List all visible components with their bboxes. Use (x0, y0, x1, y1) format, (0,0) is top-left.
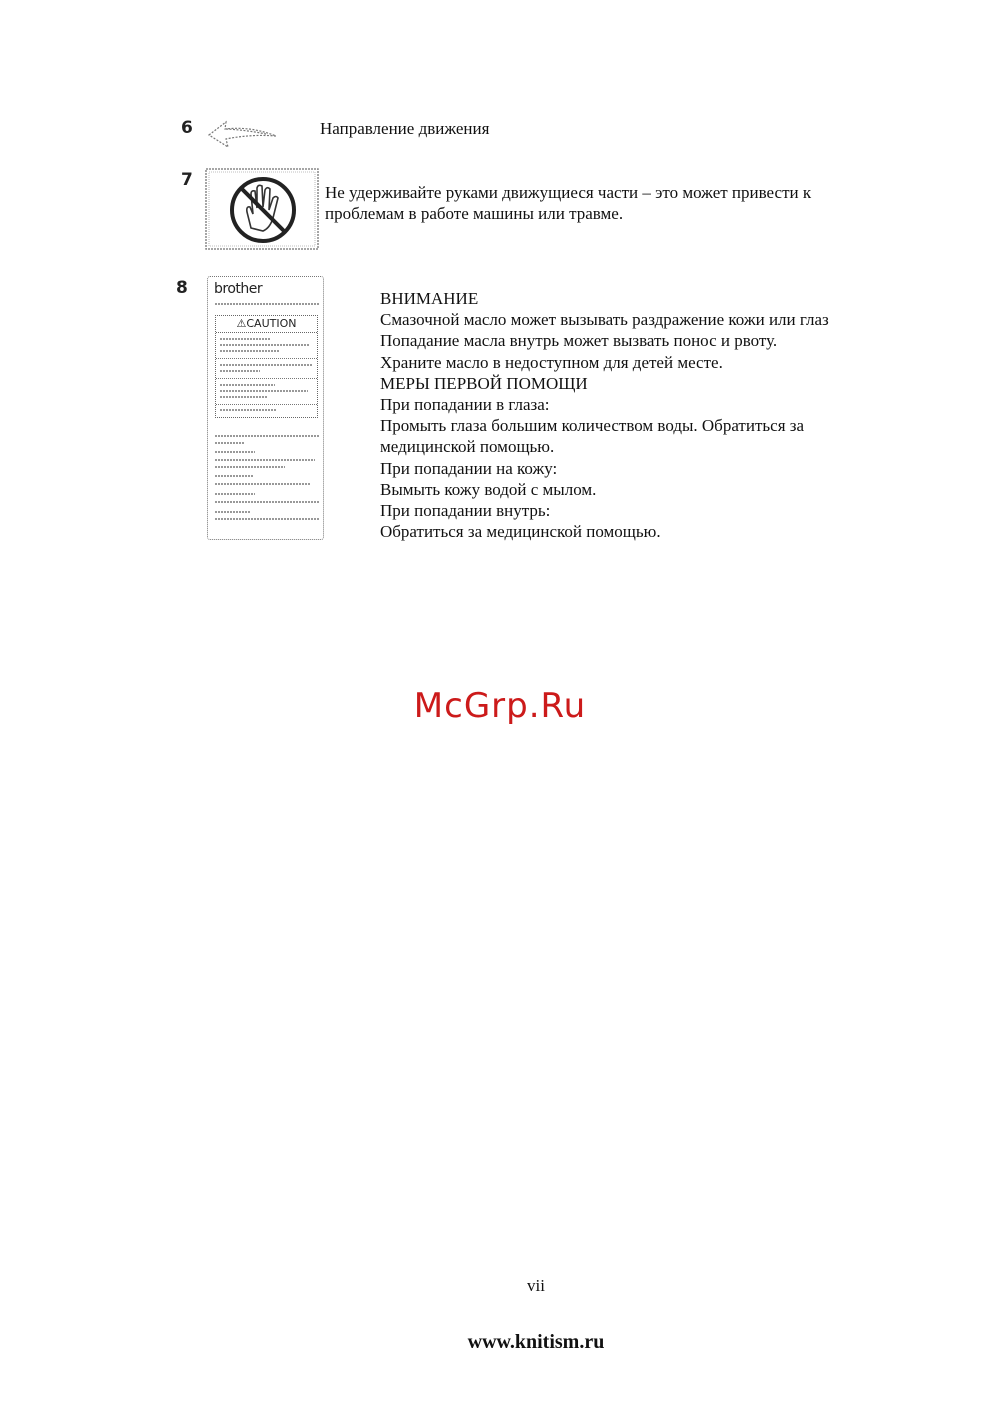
item-8-line: Обратиться за медицинской помощью. (380, 522, 661, 542)
item-7-text (325, 182, 811, 224)
item-8-line: При попадании на кожу: (380, 458, 558, 478)
item-number-6: 6 (181, 118, 193, 138)
item-8-line: При попадании внутрь: (380, 501, 551, 521)
item-8-line: ВНИМАНИЕ (380, 289, 479, 308)
item-8-line: Попадание масла внутрь может вызвать понос и рвоту. (380, 331, 778, 351)
label-caution-box (215, 315, 318, 418)
item-number-8: 8 (176, 278, 188, 298)
item-number-7: 7 (181, 170, 193, 190)
caution-label-image (207, 276, 324, 540)
item-7-line-2: проблемам в работе машины или травме. (325, 204, 624, 223)
item-8-text (380, 288, 829, 542)
no-hand-icon (205, 168, 319, 250)
item-8-line: МЕРЫ ПЕРВОЙ ПОМОЩИ (380, 373, 588, 393)
item-8-line: Смазочной масло может вызывать раздражение кожи или глаз (380, 310, 829, 330)
item-8-line: При попадании в глаза: (380, 395, 550, 415)
item-8-line: медицинской помощью. (380, 437, 555, 457)
label-caution-title: ⚠CAUTION (216, 316, 317, 333)
item-6-text: Направление движения (320, 119, 490, 138)
page-number: vii (527, 1276, 545, 1295)
label-brand: brother (214, 281, 263, 297)
footer-url[interactable]: www.knitism.ru (467, 1331, 605, 1353)
item-7-line-1: Не удерживайте руками движущиеся части – это может привести к (325, 183, 812, 202)
item-8-line: Промыть глаза большим количеством воды. Обратиться за (380, 416, 805, 436)
watermark: McGrp.Ru (413, 686, 587, 726)
item-8-line: Храните масло в недоступном для детей месте. (380, 352, 723, 372)
arrow-left-icon (206, 118, 278, 150)
item-8-line: Вымыть кожу водой с мылом. (380, 479, 597, 499)
